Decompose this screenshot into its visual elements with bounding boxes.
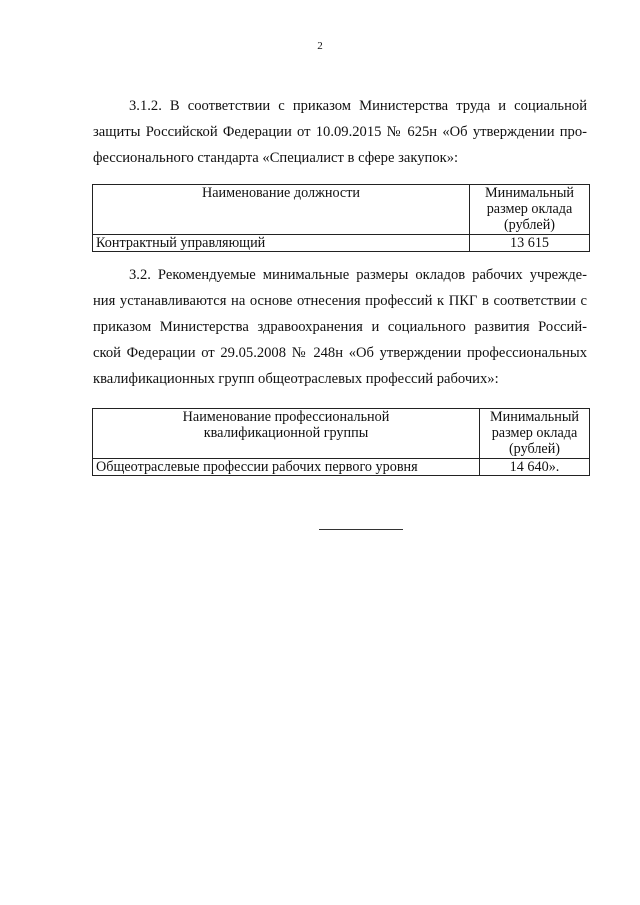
- header-salary-line: (рублей): [508, 441, 561, 457]
- table-row: [93, 459, 590, 476]
- table-header-group: [93, 409, 480, 459]
- table-header-row: [93, 185, 590, 235]
- table-cell-salary: 13 615: [470, 235, 590, 252]
- table-row: [93, 235, 590, 252]
- table-cell-group: Общеотраслевые профессии рабочих первого уровня: [93, 459, 480, 476]
- table-header-salary: [470, 185, 590, 235]
- paragraph-3-2: [93, 262, 587, 392]
- paragraph-line: защиты Российской Федерации от 10.09.2015 № 625н «Об утверждении про-: [93, 124, 587, 140]
- paragraph-line: ния устанавливаются на основе отнесения профессий к ПКГ в соответствии с: [93, 293, 587, 309]
- header-salary-line: размер оклада: [491, 425, 578, 441]
- paragraph-3-1-2: [93, 93, 587, 171]
- header-salary-line: Минимальный: [490, 409, 579, 425]
- paragraph-line: 3.1.2. В соответствии с приказом Министерства труда и социальной: [129, 98, 587, 114]
- salary-table-workers: [92, 408, 590, 476]
- paragraph-line: 3.2. Рекомендуемые минимальные размеры окладов рабочих учрежде-: [129, 267, 587, 283]
- paragraph-line: квалификационных групп общеотраслевых профессий рабочих»:: [93, 371, 499, 387]
- table-header-row: [93, 409, 590, 459]
- paragraph-line: приказом Министерства здравоохранения и социального развития Россий-: [93, 319, 587, 335]
- table-header-position: [93, 185, 470, 235]
- page-number: 2: [317, 40, 323, 52]
- table-header-salary: [480, 409, 590, 459]
- table-cell-position: Контрактный управляющий: [93, 235, 470, 252]
- header-salary-line: размер оклада: [486, 201, 573, 217]
- header-salary-line: Минимальный: [485, 185, 574, 201]
- table-cell-salary: 14 640».: [480, 459, 590, 476]
- salary-table-contract-manager: [92, 184, 590, 252]
- header-position-label: Наименование должности: [201, 185, 361, 201]
- end-separator-line: [319, 529, 403, 530]
- header-salary-line: (рублей): [503, 217, 556, 233]
- header-group-line: квалификационной группы: [203, 425, 369, 441]
- paragraph-line: фессионального стандарта «Специалист в сфере закупок»:: [93, 150, 459, 166]
- header-group-line: Наименование профессиональной: [182, 409, 390, 425]
- paragraph-line: ской Федерации от 29.05.2008 № 248н «Об утверждении профессиональных: [93, 345, 587, 361]
